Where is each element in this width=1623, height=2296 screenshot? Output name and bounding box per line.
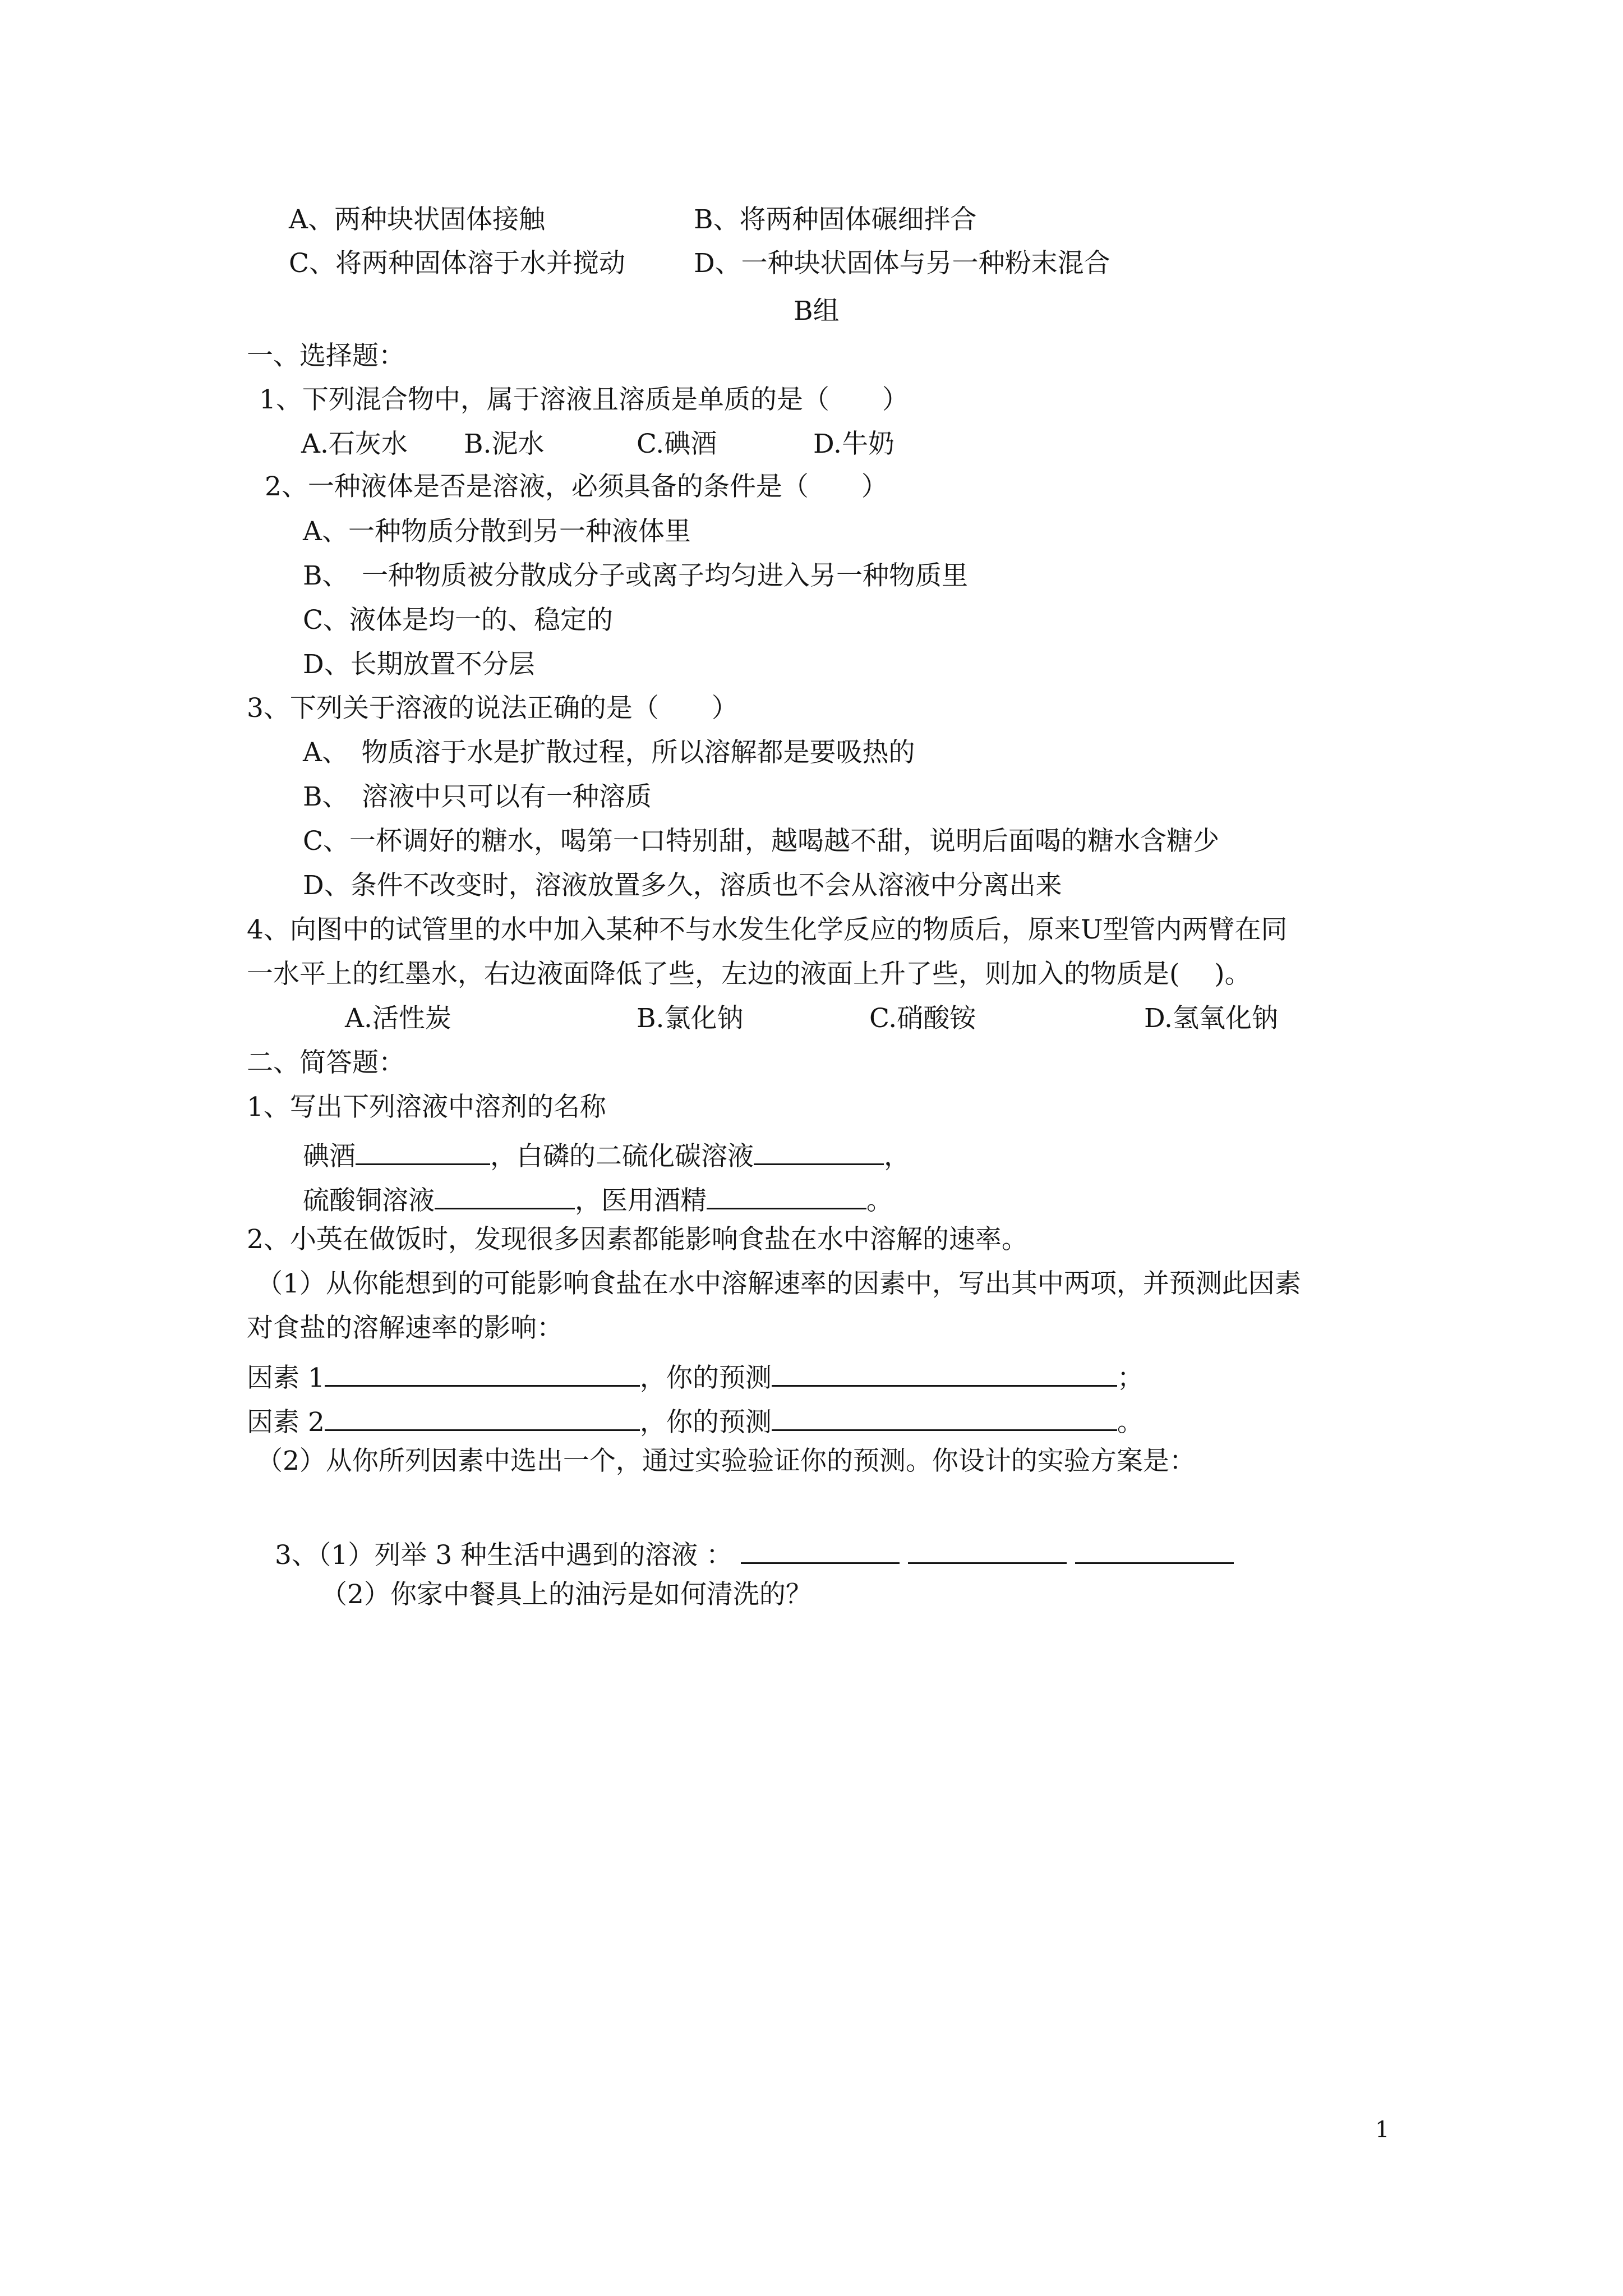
punct-comma: ，: [884, 1141, 910, 1172]
blank-factor-2[interactable]: [325, 1400, 640, 1431]
short-question-3-part-2: （2）你家中餐具上的油污是如何清洗的？: [321, 1579, 812, 1610]
label-medical-alcohol: ，医用酒精: [575, 1185, 707, 1216]
section-heading-choice: 一、选择题：: [247, 341, 405, 371]
blank-solution-2[interactable]: [908, 1533, 1067, 1564]
question-1: 1、下列混合物中，属于溶液且溶质是单质的是（ ）: [259, 384, 909, 415]
q1-option-a: A.石灰水: [301, 429, 408, 459]
q1-option-d: D.牛奶: [813, 429, 895, 459]
group-heading: B组: [794, 296, 840, 326]
factor-2-label: 因素 2: [247, 1407, 325, 1438]
s2-part-2: （2）从你所列因素中选出一个，通过实验验证你的预测。你设计的实验方案是：: [256, 1446, 1196, 1476]
section-heading-short-answer: 二、简答题：: [247, 1047, 405, 1078]
question-2: 2、一种液体是否是溶液，必须具备的条件是（ ）: [265, 471, 888, 502]
q2-option-c: C、液体是均一的、稳定的: [303, 605, 613, 636]
q3-option-b: B、 溶液中只可以有一种溶质: [303, 781, 652, 812]
option-c-line: C、将两种固体溶于水并搅动: [289, 248, 625, 279]
blank-medical-alcohol[interactable]: [707, 1179, 866, 1209]
label-iodine-tincture: 碘酒: [303, 1141, 356, 1172]
blank-solution-1[interactable]: [741, 1533, 900, 1564]
short-question-2: 2、小英在做饭时，发现很多因素都能影响食盐在水中溶解的速率。: [247, 1224, 1028, 1255]
blank-solution-3[interactable]: [1075, 1533, 1234, 1564]
prediction-1-label: ，你的预测: [639, 1363, 772, 1393]
q3-option-d: D、条件不改变时，溶液放置多久，溶质也不会从溶液中分离出来: [303, 870, 1062, 901]
blank-factor-1[interactable]: [325, 1356, 640, 1387]
q2-option-d: D、长期放置不分层: [303, 649, 535, 680]
option-a-line: A、两种块状固体接触: [289, 204, 545, 235]
punct-period: 。: [866, 1185, 893, 1216]
s2-part-1-line-1: （1）从你能想到的可能影响食盐在水中溶解速率的因素中，写出其中两项，并预测此因素: [256, 1268, 1301, 1299]
q4-option-c: C.硝酸铵: [869, 1003, 976, 1034]
option-b-line: B、将两种固体碾细拌合: [694, 204, 977, 235]
prediction-2-label: ，你的预测: [639, 1407, 772, 1438]
q2-option-a: A、一种物质分散到另一种液体里: [303, 516, 691, 547]
q4-option-d: D.氢氧化钠: [1144, 1003, 1278, 1034]
short-question-3-part-1: [275, 1533, 1234, 1572]
q4-option-b: B.氯化钠: [637, 1003, 744, 1034]
label-phosphorus-cs2: ，白磷的二硫化碳溶液: [490, 1141, 754, 1172]
page-number: 1: [1375, 2117, 1390, 2143]
blank-iodine-tincture[interactable]: [356, 1134, 490, 1165]
factor-2-line: [247, 1400, 1144, 1439]
q3-option-a: A、 物质溶于水是扩散过程，所以溶解都是要吸热的: [303, 737, 915, 768]
q3-option-c: C、一杯调好的糖水，喝第一口特别甜，越喝越不甜，说明后面喝的糖水含糖少: [303, 826, 1219, 857]
punct-semicolon: ；: [1117, 1363, 1144, 1393]
s2-part-1-line-2: 对食盐的溶解速率的影响：: [247, 1313, 563, 1343]
label-copper-sulfate: 硫酸铜溶液: [303, 1185, 435, 1216]
blank-prediction-2[interactable]: [772, 1400, 1117, 1431]
s1-line-2: [303, 1179, 893, 1218]
q2-option-b: B、 一种物质被分散成分子或离子均匀进入另一种物质里: [303, 560, 969, 591]
short-question-1: 1、写出下列溶液中溶剂的名称: [247, 1092, 606, 1122]
factor-1-label: 因素 1: [247, 1363, 325, 1393]
question-4-line-2: 一水平上的红墨水，右边液面降低了些，左边的液面上升了些，则加入的物质是( )。: [247, 959, 1251, 990]
blank-prediction-1[interactable]: [772, 1356, 1117, 1387]
question-3: 3、下列关于溶液的说法正确的是（ ）: [247, 693, 738, 724]
factor-1-line: [247, 1356, 1144, 1395]
question-4-line-1: 4、向图中的试管里的水中加入某种不与水发生化学反应的物质后，原来U型管内两臂在同: [247, 914, 1288, 945]
q1-option-c: C.碘酒: [637, 429, 717, 459]
blank-phosphorus-cs2[interactable]: [754, 1134, 884, 1165]
q4-option-a: A.活性炭: [345, 1003, 451, 1034]
q1-option-b: B.泥水: [464, 429, 545, 459]
option-d-line: D、一种块状固体与另一种粉末混合: [694, 248, 1110, 279]
punct-period-2: 。: [1117, 1407, 1144, 1438]
blank-copper-sulfate[interactable]: [435, 1179, 575, 1209]
s1-line-1: [303, 1134, 910, 1174]
s3-part-1-label: 3、（1）列举 3 种生活中遇到的溶液 ：: [275, 1540, 733, 1571]
